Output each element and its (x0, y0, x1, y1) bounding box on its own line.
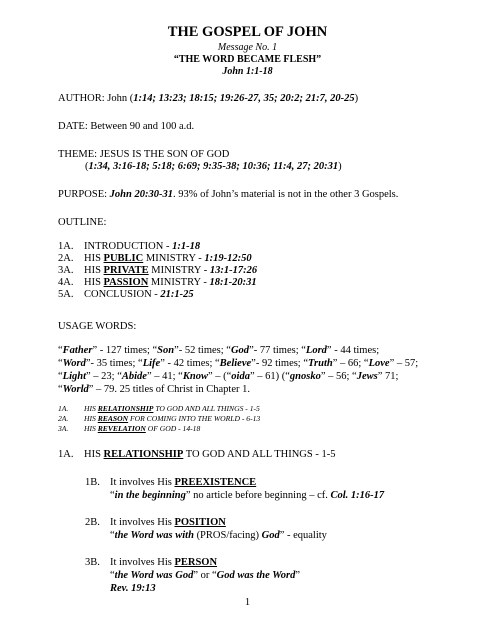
point-heading (85, 556, 217, 569)
usage-run: ”- 77 times; “ (249, 345, 306, 356)
usage-run: ” – 23; “ (86, 371, 122, 382)
outline-item-pre: HIS (84, 253, 104, 264)
usage-run: ”- 35 times; “ (85, 358, 143, 369)
point-detail (110, 569, 300, 582)
outline-item-number: 5A. (58, 289, 74, 300)
author-refs: 1:14; 13:23; 18:15; 19:26-27, 35; 20:2; 21:7, 20-25 (133, 93, 355, 104)
outline-item-pre: INTRODUCTION - (84, 241, 173, 252)
sub-outline-post: OF GOD - 14-18 (145, 424, 201, 433)
sub-outline-number: 2A. (58, 414, 69, 423)
usage-run: ” 71; (377, 371, 399, 382)
sub-outline-number: 3A. (58, 424, 69, 433)
outline-item-pre: CONCLUSION - (84, 289, 161, 300)
usage-run: God (230, 345, 250, 356)
outline-item-pre: HIS (84, 265, 104, 276)
outline-item-key: PUBLIC (103, 253, 144, 264)
point-number: 2B. (85, 517, 100, 528)
author-line (58, 92, 358, 105)
outline-item-ref: 18:1-20:31 (209, 277, 257, 288)
outline-heading: OUTLINE: (58, 217, 107, 228)
document-title: THE GOSPEL OF JOHN (167, 24, 328, 40)
point-detail (110, 529, 327, 542)
point-number: 3B. (85, 557, 100, 568)
outline-item-number: 4A. (58, 277, 74, 288)
usage-line (58, 383, 250, 396)
section-pre: HIS (84, 449, 104, 460)
point-detail-run: ” - equality (279, 530, 327, 541)
usage-run: ” – 41; “ (146, 371, 183, 382)
usage-run: “ (58, 358, 63, 369)
section-key: RELATIONSHIP (103, 449, 184, 460)
point-pre: It involves His (110, 557, 175, 568)
sub-outline-pre: HIS (84, 404, 98, 413)
usage-run: Father (62, 345, 93, 356)
outline-item-number: 2A. (58, 253, 74, 264)
purpose-label: PURPOSE: (58, 189, 110, 200)
section-heading (58, 448, 335, 461)
purpose-ref: John 20:30-31 (109, 189, 173, 200)
point-detail-run: the Word was God (114, 570, 194, 581)
point-number: 1B. (85, 477, 100, 488)
outline-item (58, 288, 194, 301)
message-number: Message No. 1 (217, 42, 278, 53)
sub-outline-post: FOR COMING INTO THE WORLD - 6-13 (128, 414, 261, 423)
point-key: PREEXISTENCE (174, 477, 257, 488)
date-line: DATE: Between 90 and 100 a.d. (58, 121, 195, 132)
usage-run: Abide (121, 371, 147, 382)
usage-run: Truth (308, 358, 333, 369)
usage-run: Word (62, 358, 86, 369)
point-ref: Rev. 19:13 (110, 583, 156, 594)
point-key: PERSON (174, 557, 218, 568)
usage-line (58, 344, 379, 357)
usage-line (58, 370, 398, 383)
point-detail-run: “ (110, 570, 115, 581)
sub-outline-key: REVELATION (97, 424, 146, 433)
usage-run: “ (58, 371, 63, 382)
usage-run: Believe (219, 358, 252, 369)
theme-refs: 1:34, 3:16-18; 5:18; 6:69; 9:35-38; 10:36; 11:4, 27; 20:31 (88, 161, 339, 172)
usage-run: Lord (305, 345, 327, 356)
usage-run: ” - 127 times; “ (92, 345, 158, 356)
outline-item-key: PASSION (103, 277, 149, 288)
sub-outline-key: REASON (97, 414, 129, 423)
point-pre: It involves His (110, 477, 175, 488)
point-detail-run: God was the Word (216, 570, 296, 581)
point-heading (85, 516, 226, 529)
point-detail-run: ” or “ (193, 570, 217, 581)
point-detail-run: God (261, 530, 280, 541)
outline-item-pre: HIS (84, 277, 104, 288)
outline-item-ref: 1:19-12:50 (204, 253, 252, 264)
point-detail-run: the Word was with (114, 530, 194, 541)
outline-item-key: PRIVATE (103, 265, 149, 276)
point-detail-run: “ (110, 490, 115, 501)
section-post: TO GOD AND ALL THINGS - 1-5 (183, 449, 336, 460)
usage-heading: USAGE WORDS: (58, 321, 137, 332)
sub-outline-key: RELATIONSHIP (97, 404, 154, 413)
purpose-text: . 93% of John’s material is not in the other 3 Gospels. (172, 189, 399, 200)
usage-run: “ (58, 384, 63, 395)
usage-run: World (62, 384, 89, 395)
usage-run: gnosko (289, 371, 321, 382)
point-detail-run: Col. 1:16-17 (330, 490, 385, 501)
usage-run: ” – 57; (389, 358, 419, 369)
point-key: POSITION (174, 517, 226, 528)
usage-run: ” - 44 times; (326, 345, 380, 356)
sub-outline-item (58, 424, 200, 434)
usage-run: ” - 42 times; “ (160, 358, 220, 369)
usage-run: Son (157, 345, 175, 356)
sub-outline-post: TO GOD AND ALL THINGS - 1-5 (153, 404, 260, 413)
usage-run: ”- 52 times; “ (174, 345, 231, 356)
point-pre: It involves His (110, 517, 175, 528)
outline-item-number: 1A. (58, 241, 74, 252)
usage-run: ” – 61) (“ (249, 371, 290, 382)
usage-run: ”- 92 times; “ (251, 358, 309, 369)
point-detail-run: ” (295, 570, 301, 581)
usage-run: Jews (356, 371, 378, 382)
usage-run: Know (182, 371, 208, 382)
usage-run: Life (142, 358, 161, 369)
point-detail-run: ” no article before beginning – cf. (185, 490, 331, 501)
scripture-reference: John 1:1-18 (222, 66, 273, 77)
theme-line: THEME: JESUS IS THE SON OF GOD (58, 149, 230, 160)
outline-item-post: MINISTRY - (148, 277, 210, 288)
purpose-line (58, 188, 398, 201)
author-close: ) (354, 93, 359, 104)
usage-line (58, 357, 418, 370)
sub-outline-item (58, 404, 260, 414)
outline-item-ref: 1:1-18 (172, 241, 201, 252)
theme-close: ) (338, 161, 342, 172)
point-detail (110, 489, 384, 502)
outline-item-number: 3A. (58, 265, 74, 276)
page-number: 1 (244, 597, 251, 608)
sub-outline-pre: HIS (84, 414, 98, 423)
point-detail-run: “ (110, 530, 115, 541)
outline-item-post: MINISTRY - (143, 253, 205, 264)
point-heading (85, 476, 256, 489)
usage-run: Light (62, 371, 87, 382)
theme-refs-line (85, 160, 342, 173)
sub-outline-pre: HIS (84, 424, 98, 433)
sub-outline-item (58, 414, 260, 424)
outline-item-ref: 13:1-17:26 (209, 265, 258, 276)
theme-open: ( (85, 161, 89, 172)
usage-run: ” – 66; “ (332, 358, 369, 369)
usage-run: Love (368, 358, 390, 369)
usage-run: ” – 79. 25 titles of Christ in Chapter 1. (88, 384, 251, 395)
sub-outline-number: 1A. (58, 404, 69, 413)
usage-run: ” – (“ (207, 371, 232, 382)
outline-item-ref: 21:1-25 (160, 289, 194, 300)
usage-run: oida (231, 371, 250, 382)
point-detail-run: in the beginning (114, 490, 186, 501)
section-number: 1A. (58, 449, 74, 460)
usage-run: ” – 56; “ (320, 371, 357, 382)
author-label: AUTHOR: John ( (58, 93, 134, 104)
message-title: “THE WORD BECAME FLESH” (173, 54, 322, 65)
outline-item-post: MINISTRY - (148, 265, 210, 276)
usage-run: “ (58, 345, 63, 356)
point-detail-run: (PROS/facing) (193, 530, 262, 541)
